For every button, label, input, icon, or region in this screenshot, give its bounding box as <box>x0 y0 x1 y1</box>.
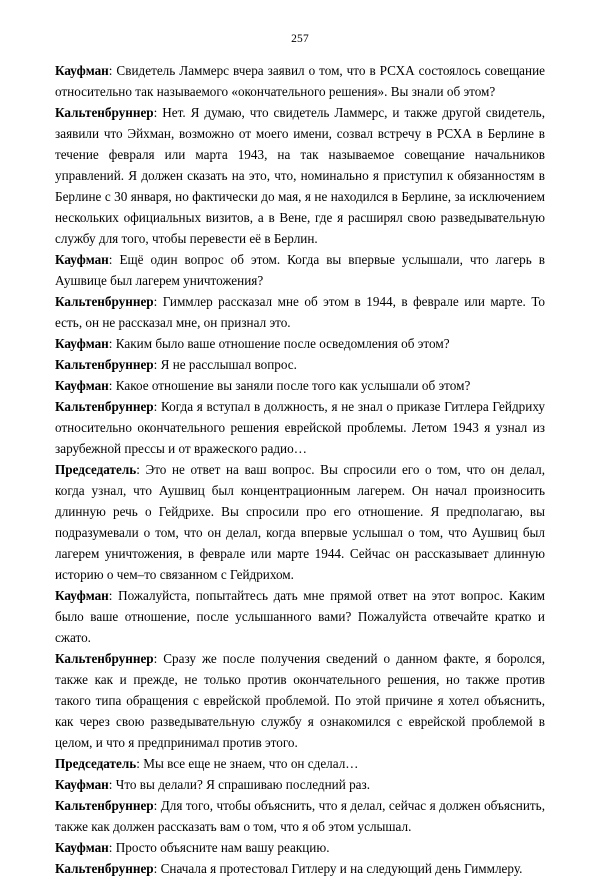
speaker-name: Кауфман <box>55 252 109 267</box>
speaker-utterance: : Нет. Я думаю, что свидетель Ламмерс, и также другой свидетель, заявили что Эйхман, возможно от моего имени, созвал встречу в РСХА в Берлине в течение февраля или марта 1943, на так называемое совещание начальников управлений. Я должен сказать на это, что, номинально я приступил к обязанностям в Берлине с 30 января, но фактически до мая, я не находился в Берлине, за исключением нескольких официальных визитов, а в Вене, где я расширял свою разведывательную службу для того, чтобы перевести её в Берлин. <box>55 105 545 246</box>
speaker-name: Кауфман <box>55 777 109 792</box>
speaker-utterance: : Что вы делали? Я спрашиваю последний раз. <box>108 777 371 792</box>
transcript-entry <box>55 774 545 795</box>
speaker-name: Кауфман <box>55 378 109 393</box>
speaker-utterance: : Какое отношение вы заняли после того как услышали об этом? <box>108 378 471 393</box>
transcript-entry <box>55 795 545 837</box>
transcript-entry <box>55 753 545 774</box>
speaker-utterance: : Каким было ваше отношение после осведомления об этом? <box>108 336 450 351</box>
speaker-name: Кауфман <box>55 336 109 351</box>
speaker-name: Кальтенбруннер <box>55 798 154 813</box>
speaker-utterance: : Когда я вступал в должность, я не знал о приказе Гитлера Гейдриху относительно окончательного решения еврейской проблемы. Летом 1943 я узнал из зарубежной прессы и от вражеского радио… <box>55 399 545 456</box>
transcript-entry <box>55 375 545 396</box>
speaker-utterance: : Сразу же после получения сведений о данном факте, я боролся, также как и прежде, не только против окончательного решения, но также против такого типа обращения с еврейской проблемой. По этой причине я хотел объяснить, как через свою разведывательную службу я ознакомился с еврейской проблемой в целом, и что я предпринимал против этого. <box>55 651 545 750</box>
speaker-name: Кауфман <box>55 63 109 78</box>
transcript-entry <box>55 60 545 102</box>
speaker-name: Кальтенбруннер <box>55 357 154 372</box>
transcript-entry <box>55 102 545 249</box>
transcript-entry <box>55 291 545 333</box>
speaker-name: Кальтенбруннер <box>55 105 154 120</box>
transcript-entry <box>55 585 545 648</box>
speaker-name: Кальтенбруннер <box>55 399 154 414</box>
transcript-entry <box>55 459 545 585</box>
speaker-name: Кальтенбруннер <box>55 651 154 666</box>
speaker-name: Кауфман <box>55 588 109 603</box>
transcript-entry <box>55 354 545 375</box>
speaker-utterance: : Это не ответ на ваш вопрос. Вы спросили его о том, что он делал, когда узнал, что Аушвиц был концентрационным лагерем. Он начал произносить длинную речь о Гейдрихе. Вы спросили про его отношение. Я предполагаю, вы подразумевали о том, что он делал, когда впервые услышал о том, что Аушвиц был лагерем уничтожения, в феврале или марте 1944. Сейчас он рассказывает длинную историю о чем–то связанном с Гейдрихом. <box>55 462 545 582</box>
speaker-utterance: : Сначала я протестовал Гитлеру и на следующий день Гиммлеру. <box>153 861 523 876</box>
speaker-name: Кальтенбруннер <box>55 294 154 309</box>
page-number: 257 <box>291 33 309 45</box>
speaker-name: Кальтенбруннер <box>55 861 154 876</box>
transcript-body <box>55 60 545 879</box>
speaker-utterance: : Для того, чтобы объяснить, что я делал, сейчас я должен объяснить, также как должен рассказать вам о том, что я об этом услышал. <box>55 798 545 834</box>
speaker-utterance: : Пожалуйста, попытайтесь дать мне прямой ответ на этот вопрос. Каким было ваше отношение, после услышанного вами? Пожалуйста отвечайте кратко и сжато. <box>55 588 545 645</box>
speaker-utterance: : Я не расслышал вопрос. <box>153 357 297 372</box>
speaker-name: Председатель <box>55 462 137 477</box>
speaker-name: Кауфман <box>55 840 109 855</box>
speaker-utterance: : Мы все еще не знаем, что он сделал… <box>136 756 359 771</box>
transcript-entry <box>55 249 545 291</box>
speaker-utterance: : Просто объясните нам вашу реакцию. <box>108 840 330 855</box>
transcript-entry <box>55 837 545 858</box>
speaker-utterance: : Ещё один вопрос об этом. Когда вы впервые услышали, что лагерь в Аушвице был лагерем уничтожения? <box>55 252 545 288</box>
speaker-name: Председатель <box>55 756 137 771</box>
transcript-entry <box>55 648 545 753</box>
speaker-utterance: : Свидетель Ламмерс вчера заявил о том, что в РСХА состоялось совещание относительно так называемого «окончательного решения». Вы знали об этом? <box>55 63 545 99</box>
transcript-entry <box>55 858 545 879</box>
speaker-utterance: : Гиммлер рассказал мне об этом в 1944, в феврале или марте. То есть, он не рассказал мне, он признал это. <box>55 294 545 330</box>
transcript-entry <box>55 333 545 354</box>
transcript-entry <box>55 396 545 459</box>
